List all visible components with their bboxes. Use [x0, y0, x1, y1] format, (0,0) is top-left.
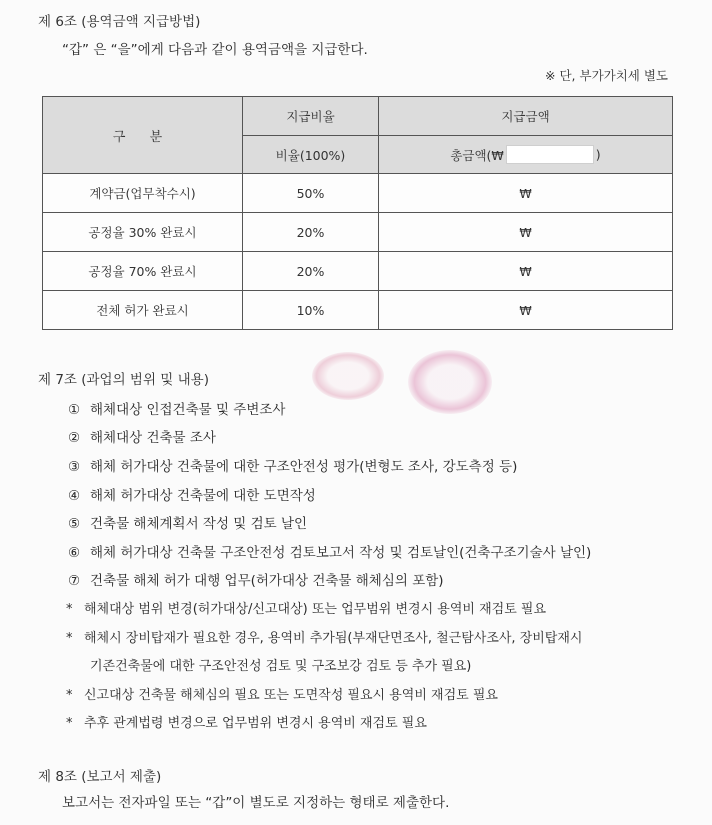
item-number: ④: [68, 488, 81, 504]
table-row: [43, 213, 673, 252]
article8-body: 보고서는 전자파일 또는 “갑”이 별도로 지정하는 형태로 제출한다.: [62, 795, 450, 811]
list-item: [68, 426, 216, 446]
item-number: ⑦: [68, 573, 81, 589]
item-number: ①: [68, 402, 81, 418]
row-amount: ₩: [379, 252, 673, 291]
row-ratio: 10%: [243, 291, 379, 330]
row-ratio: 50%: [243, 174, 379, 213]
row-amount: ₩: [379, 291, 673, 330]
item-text: 해체 허가대상 건축물에 대한 구조안전성 평가(변형도 조사, 강도측정 등): [90, 459, 518, 475]
list-item: [68, 484, 316, 504]
note-item: [66, 598, 546, 617]
list-item: [68, 398, 285, 418]
note-text: 해체시 장비탑재가 필요한 경우, 용역비 추가됨(부재단면조사, 철근탐사조사, 장비탑재시: [84, 631, 583, 646]
redacted-amount: [506, 145, 594, 164]
note-marker: *: [66, 688, 73, 703]
article6-intro: “갑” 은 “을”에게 다음과 같이 용역금액을 지급한다.: [62, 42, 368, 58]
list-item: [68, 541, 591, 561]
item-number: ②: [68, 430, 81, 446]
note-marker: *: [66, 602, 73, 617]
note-item: [66, 684, 498, 703]
note-item: [66, 712, 427, 731]
item-number: ③: [68, 459, 81, 475]
subheader-ratio: 비율(100%): [243, 136, 379, 174]
item-text: 해체대상 인접건축물 및 주변조사: [90, 402, 286, 418]
note-text: 추후 관계법령 변경으로 업무범위 변경시 용역비 재검토 필요: [84, 716, 427, 731]
row-amount: ₩: [379, 213, 673, 252]
note-text: 신고대상 건축물 해체심의 필요 또는 도면작성 필요시 용역비 재검토 필요: [84, 688, 498, 703]
row-amount: ₩: [379, 174, 673, 213]
article7-title: 제 7조 (과업의 범위 및 내용): [38, 372, 209, 388]
item-number: ⑤: [68, 516, 81, 532]
header-category: 구 분: [43, 97, 243, 174]
row-ratio: 20%: [243, 252, 379, 291]
note-continuation: 기존건축물에 대한 구조안전성 검토 및 구조보강 검토 등 추가 필요): [90, 659, 472, 674]
table-row: [43, 291, 673, 330]
row-category: 전체 허가 완료시: [43, 291, 243, 330]
header-ratio: 지급비율: [243, 97, 379, 136]
seal-stamp: [408, 350, 492, 414]
vat-note: ※ 단, 부가가치세 별도: [545, 68, 668, 83]
note-marker: *: [66, 631, 73, 646]
payment-table: [42, 96, 673, 330]
row-category: 공정율 30% 완료시: [43, 213, 243, 252]
note-marker: *: [66, 716, 73, 731]
item-text: 해체 허가대상 건축물 구조안전성 검토보고서 작성 및 검토날인(건축구조기술사 날인): [90, 545, 592, 561]
note-text: 해체대상 범위 변경(허가대상/신고대상) 또는 업무범위 변경시 용역비 재검토 필요: [84, 602, 546, 617]
item-text: 해체대상 건축물 조사: [90, 430, 216, 446]
subheader-total: [379, 136, 673, 174]
list-item: [68, 569, 444, 589]
row-category: 계약금(업무착수시): [43, 174, 243, 213]
list-item: [68, 512, 307, 532]
row-category: 공정율 70% 완료시: [43, 252, 243, 291]
subheader-total-prefix: 총금액(₩: [450, 147, 504, 163]
row-ratio: 20%: [243, 213, 379, 252]
article8-title: 제 8조 (보고서 제출): [38, 769, 162, 785]
item-text: 건축물 해체계획서 작성 및 검토 날인: [90, 516, 308, 532]
seal-stamp: [312, 352, 384, 400]
list-item: [68, 455, 517, 475]
item-number: ⑥: [68, 545, 81, 561]
table-row: [43, 174, 673, 213]
article6-title: 제 6조 (용역금액 지급방법): [38, 14, 201, 30]
item-text: 해체 허가대상 건축물에 대한 도면작성: [90, 488, 316, 504]
item-text: 건축물 해체 허가 대행 업무(허가대상 건축물 해체심의 포함): [90, 573, 444, 589]
header-amount: 지급금액: [379, 97, 673, 136]
note-item: [66, 627, 582, 646]
table-row: [43, 252, 673, 291]
subheader-total-suffix: ): [595, 147, 601, 162]
